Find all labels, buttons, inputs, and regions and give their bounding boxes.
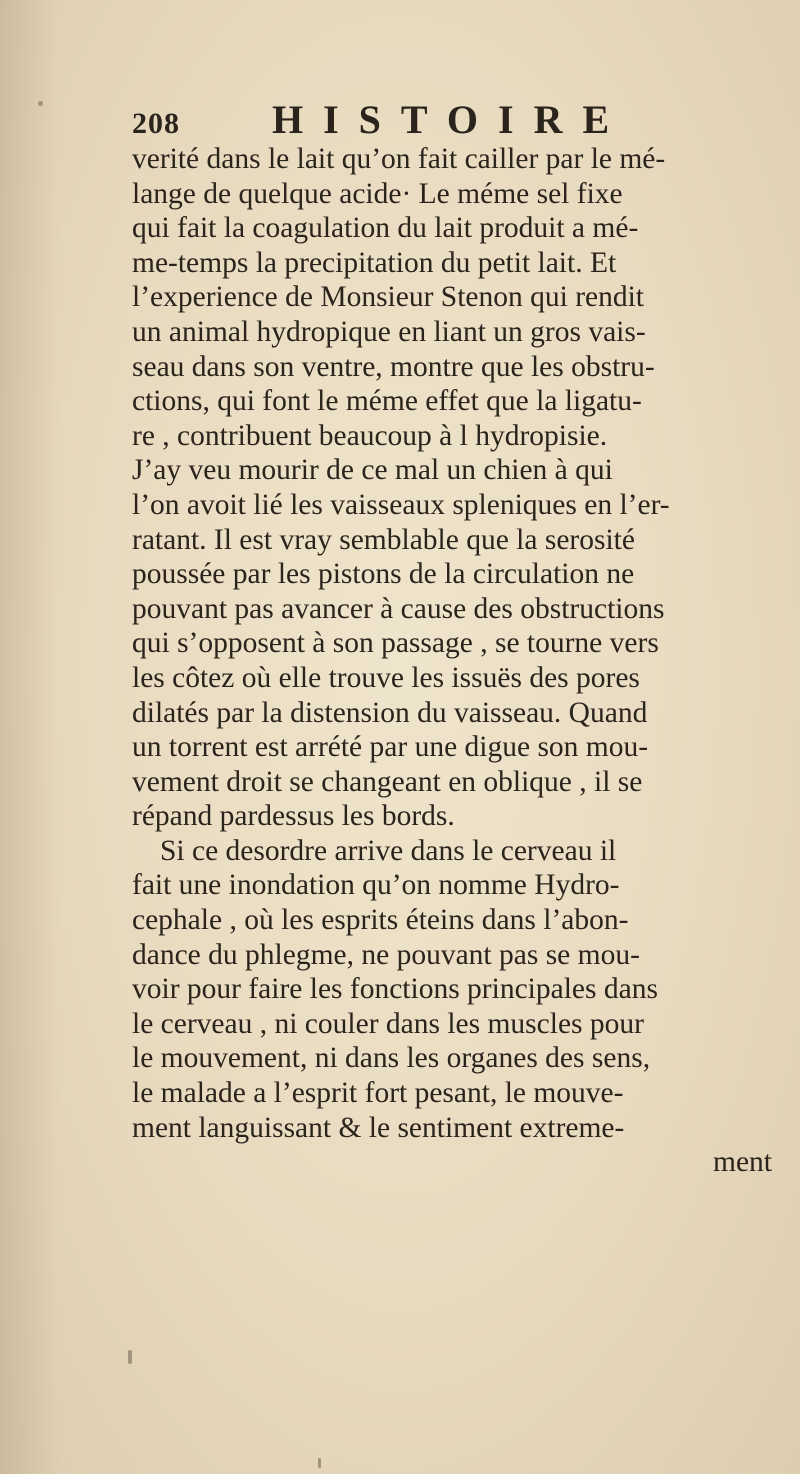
text-line: J’ay veu mourir de ce mal un chien à qui xyxy=(132,454,613,487)
running-title: HISTOIRE xyxy=(272,97,630,142)
text-line: un torrent est arrété par une digue son mou- xyxy=(132,731,649,764)
page-number: 208 xyxy=(132,107,180,140)
text-line: le mouvement, ni dans les organes des sens, xyxy=(132,1042,651,1075)
paper-speck xyxy=(318,1458,321,1468)
text-line: ratant. Il est vray semblable que la serosité xyxy=(132,523,635,556)
text-line: vement droit se changeant en oblique , il se xyxy=(132,765,643,798)
text-line: ctions, qui font le méme effet que la ligatu- xyxy=(132,385,642,418)
text-line: qui fait la coagulation du lait produit a mé- xyxy=(132,212,639,245)
text-line: re , contribuent beaucoup à l hydropisie. xyxy=(132,419,608,452)
page-header xyxy=(132,96,782,142)
binding-shadow xyxy=(0,0,60,1474)
text-line: le cerveau , ni couler dans les muscles pour xyxy=(132,1007,644,1040)
text-line: qui s’opposent à son passage , se tourne vers xyxy=(132,627,659,660)
text-line: voir pour faire les fonctions principales dans xyxy=(132,973,658,1006)
text-line: cephale , où les esprits éteins dans l’abon- xyxy=(132,904,629,937)
text-line: répand pardessus les bords. xyxy=(132,800,455,833)
paragraph-first-line: Si ce desordre arrive dans le cerveau il xyxy=(160,834,617,867)
paper-speck xyxy=(128,1350,132,1364)
text-line: poussée par les pistons de la circulation ne xyxy=(132,558,635,591)
text-line: pouvant pas avancer à cause des obstructions xyxy=(132,592,665,625)
catchword: ment xyxy=(713,1146,772,1179)
text-line: verité dans le lait qu’on fait cailler par le mé- xyxy=(132,143,666,175)
text-line: l’experience de Monsieur Stenon qui rendit xyxy=(132,281,645,314)
text-line: lange de quelque acide· Le méme sel fixe xyxy=(132,177,623,210)
text-line: le malade a l’esprit fort pesant, le mouve- xyxy=(132,1077,624,1110)
text-line: me-temps la precipitation du petit lait. Et xyxy=(132,246,617,279)
text-line: les côtez où elle trouve les issuës des pores xyxy=(132,661,640,694)
book-page xyxy=(132,96,782,1180)
text-line: dance du phlegme, ne pouvant pas se mou- xyxy=(132,938,640,971)
text-line: un animal hydropique en liant un gros vais- xyxy=(132,315,646,348)
text-line: ment languissant & le sentiment extreme- xyxy=(132,1111,625,1144)
text-line: l’on avoit lié les vaisseaux spleniques en l’er- xyxy=(132,488,670,521)
paper-speck xyxy=(38,101,43,106)
text-line: dilatés par la distension du vaisseau. Quand xyxy=(132,696,648,729)
text-line: fait une inondation qu’on nomme Hydro- xyxy=(132,869,620,902)
body-text xyxy=(132,142,782,1145)
text-line: seau dans son ventre, montre que les obstru- xyxy=(132,350,655,383)
